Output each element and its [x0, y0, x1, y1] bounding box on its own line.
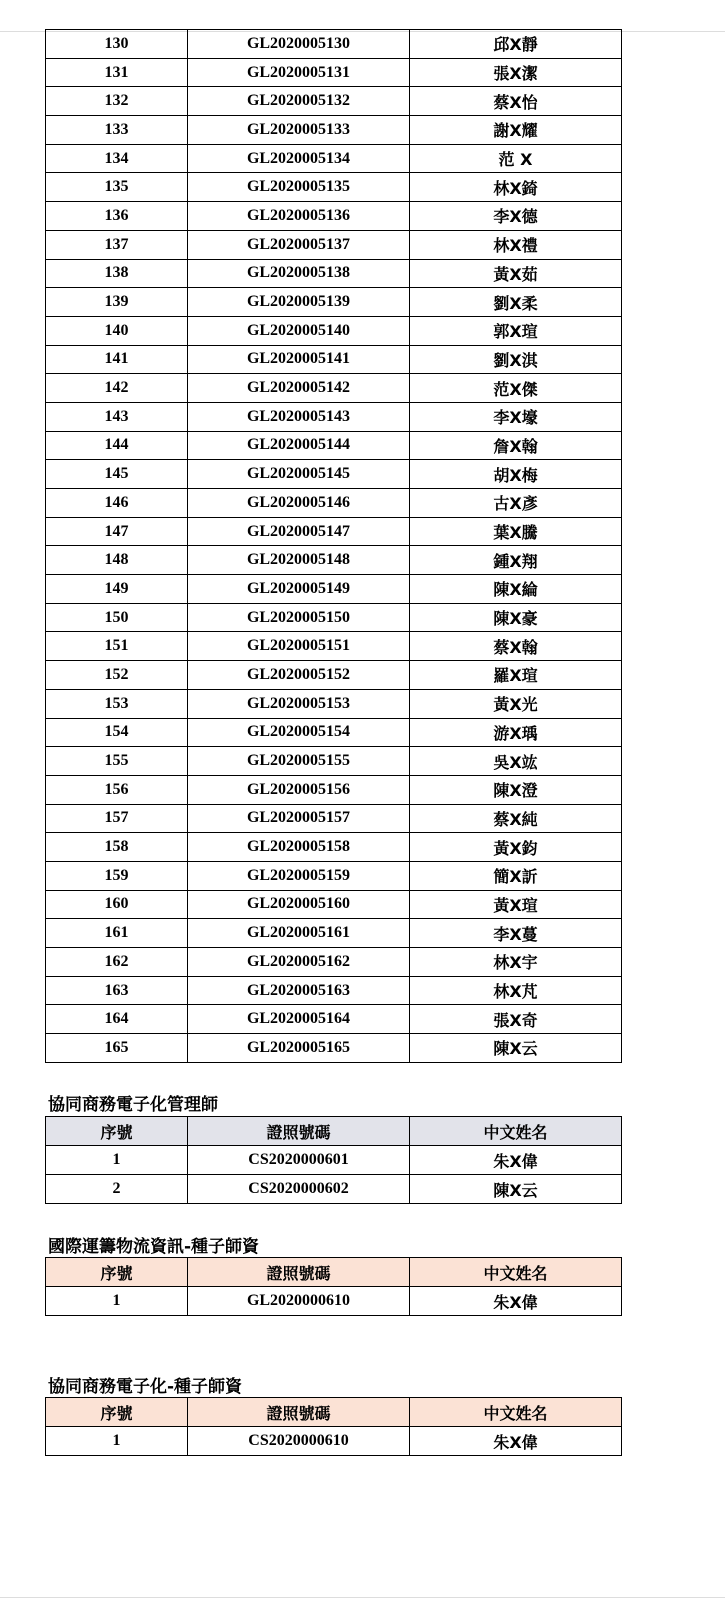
- chinese-name-cell: 葉X騰: [410, 517, 622, 546]
- table-header-row: [46, 1117, 622, 1146]
- serial-number-cell: 140: [46, 316, 188, 345]
- chinese-name-cell: 朱X偉: [410, 1287, 622, 1316]
- chinese-name-cell: 朱X偉: [410, 1427, 622, 1456]
- table-row: [46, 345, 622, 374]
- table-row: [46, 431, 622, 460]
- table-row: [46, 374, 622, 403]
- chinese-name-cell: 陳X澄: [410, 775, 622, 804]
- serial-number-cell: 154: [46, 718, 188, 747]
- table-row: [46, 460, 622, 489]
- table-row: [46, 661, 622, 690]
- chinese-name-cell: 黃X光: [410, 689, 622, 718]
- chinese-name-cell: 李X蔓: [410, 919, 622, 948]
- table-row: [46, 116, 622, 145]
- certificate-number-cell: GL2020005137: [188, 230, 410, 259]
- serial-number-cell: 142: [46, 374, 188, 403]
- chinese-name-cell: 林X禮: [410, 230, 622, 259]
- header-serial-number: 序號: [46, 1117, 188, 1146]
- certificate-number-cell: CS2020000610: [188, 1427, 410, 1456]
- table-row: [46, 718, 622, 747]
- serial-number-cell: 165: [46, 1034, 188, 1063]
- certificate-number-cell: GL2020005138: [188, 259, 410, 288]
- table-row: [46, 546, 622, 575]
- serial-number-cell: 145: [46, 460, 188, 489]
- table-row: [46, 948, 622, 977]
- certificate-number-cell: GL2020005151: [188, 632, 410, 661]
- serial-number-cell: 164: [46, 1005, 188, 1034]
- section-title-gl-seed-teacher: 國際運籌物流資訊-種子師資: [48, 1237, 260, 1257]
- chinese-name-cell: 李X壕: [410, 402, 622, 431]
- table-row: [46, 890, 622, 919]
- certificate-number-cell: GL2020005133: [188, 116, 410, 145]
- serial-number-cell: 136: [46, 202, 188, 231]
- certificate-number-cell: GL2020005158: [188, 833, 410, 862]
- certificate-list-table: [45, 29, 622, 1063]
- header-certificate-number: 證照號碼: [188, 1258, 410, 1287]
- chinese-name-cell: 陳X云: [410, 1175, 622, 1204]
- table-row: [46, 804, 622, 833]
- certificate-number-cell: GL2020005163: [188, 976, 410, 1005]
- serial-number-cell: 147: [46, 517, 188, 546]
- chinese-name-cell: 林X芃: [410, 976, 622, 1005]
- chinese-name-cell: 陳X云: [410, 1034, 622, 1063]
- chinese-name-cell: 謝X耀: [410, 116, 622, 145]
- table-row: [46, 1034, 622, 1063]
- certificate-number-cell: GL2020005140: [188, 316, 410, 345]
- certificate-number-cell: GL2020005156: [188, 775, 410, 804]
- table-row: [46, 489, 622, 518]
- serial-number-cell: 149: [46, 575, 188, 604]
- serial-number-cell: 144: [46, 431, 188, 460]
- chinese-name-cell: 羅X瑄: [410, 661, 622, 690]
- certificate-number-cell: GL2020005132: [188, 87, 410, 116]
- serial-number-cell: 153: [46, 689, 188, 718]
- header-serial-number: 序號: [46, 1258, 188, 1287]
- certificate-number-cell: GL2020005157: [188, 804, 410, 833]
- table-row: [46, 259, 622, 288]
- serial-number-cell: 135: [46, 173, 188, 202]
- certificate-number-cell: GL2020005134: [188, 144, 410, 173]
- table-row: [46, 1175, 622, 1204]
- chinese-name-cell: 林X錡: [410, 173, 622, 202]
- header-chinese-name: 中文姓名: [410, 1258, 622, 1287]
- table-row: [46, 230, 622, 259]
- certificate-number-cell: GL2020005154: [188, 718, 410, 747]
- serial-number-cell: 155: [46, 747, 188, 776]
- table-row: [46, 603, 622, 632]
- table-row: [46, 1427, 622, 1456]
- certificate-number-cell: GL2020005139: [188, 288, 410, 317]
- table-row: [46, 288, 622, 317]
- certificate-number-cell: GL2020005142: [188, 374, 410, 403]
- table-row: [46, 30, 622, 59]
- chinese-name-cell: 朱X偉: [410, 1146, 622, 1175]
- serial-number-cell: 161: [46, 919, 188, 948]
- certificate-number-cell: GL2020005135: [188, 173, 410, 202]
- chinese-name-cell: 李X德: [410, 202, 622, 231]
- table-row: [46, 144, 622, 173]
- table-row: [46, 173, 622, 202]
- serial-number-cell: 151: [46, 632, 188, 661]
- serial-number-cell: 146: [46, 489, 188, 518]
- chinese-name-cell: 吳X竑: [410, 747, 622, 776]
- certificate-number-cell: GL2020005131: [188, 58, 410, 87]
- serial-number-cell: 2: [46, 1175, 188, 1204]
- certificate-number-cell: GL2020000610: [188, 1287, 410, 1316]
- certificate-number-cell: GL2020005160: [188, 890, 410, 919]
- table-row: [46, 517, 622, 546]
- certificate-number-cell: GL2020005165: [188, 1034, 410, 1063]
- certificate-number-cell: GL2020005145: [188, 460, 410, 489]
- chinese-name-cell: 蔡X翰: [410, 632, 622, 661]
- header-certificate-number: 證照號碼: [188, 1117, 410, 1146]
- table-row: [46, 87, 622, 116]
- section-title-cs-seed-teacher: 協同商務電子化-種子師資: [48, 1377, 243, 1397]
- chinese-name-cell: 劉X淇: [410, 345, 622, 374]
- certificate-number-cell: GL2020005136: [188, 202, 410, 231]
- table-row: [46, 747, 622, 776]
- table-row: [46, 1287, 622, 1316]
- serial-number-cell: 139: [46, 288, 188, 317]
- page-bottom-divider: [0, 1597, 725, 1598]
- certificate-number-cell: GL2020005141: [188, 345, 410, 374]
- table-row: [46, 1146, 622, 1175]
- chinese-name-cell: 張X潔: [410, 58, 622, 87]
- certificate-number-cell: GL2020005143: [188, 402, 410, 431]
- serial-number-cell: 143: [46, 402, 188, 431]
- chinese-name-cell: 黃X瑄: [410, 890, 622, 919]
- certificate-number-cell: GL2020005155: [188, 747, 410, 776]
- table-row: [46, 58, 622, 87]
- section-title-cs-manager: 協同商務電子化管理師: [48, 1095, 218, 1115]
- chinese-name-cell: 胡X梅: [410, 460, 622, 489]
- chinese-name-cell: 黃X茹: [410, 259, 622, 288]
- chinese-name-cell: 范 X: [410, 144, 622, 173]
- chinese-name-cell: 陳X豪: [410, 603, 622, 632]
- table-row: [46, 316, 622, 345]
- chinese-name-cell: 鍾X翔: [410, 546, 622, 575]
- serial-number-cell: 158: [46, 833, 188, 862]
- serial-number-cell: 1: [46, 1146, 188, 1175]
- chinese-name-cell: 張X奇: [410, 1005, 622, 1034]
- serial-number-cell: 137: [46, 230, 188, 259]
- certificate-number-cell: GL2020005130: [188, 30, 410, 59]
- certificate-number-cell: GL2020005148: [188, 546, 410, 575]
- chinese-name-cell: 陳X綸: [410, 575, 622, 604]
- chinese-name-cell: 蔡X純: [410, 804, 622, 833]
- certificate-list-body: [46, 30, 622, 1063]
- header-chinese-name: 中文姓名: [410, 1398, 622, 1427]
- serial-number-cell: 133: [46, 116, 188, 145]
- serial-number-cell: 1: [46, 1287, 188, 1316]
- chinese-name-cell: 林X宇: [410, 948, 622, 977]
- serial-number-cell: 163: [46, 976, 188, 1005]
- chinese-name-cell: 黃X鈞: [410, 833, 622, 862]
- serial-number-cell: 134: [46, 144, 188, 173]
- table-row: [46, 775, 622, 804]
- chinese-name-cell: 游X瑀: [410, 718, 622, 747]
- certificate-number-cell: GL2020005150: [188, 603, 410, 632]
- certificate-number-cell: GL2020005164: [188, 1005, 410, 1034]
- header-chinese-name: 中文姓名: [410, 1117, 622, 1146]
- header-serial-number: 序號: [46, 1398, 188, 1427]
- certificate-number-cell: CS2020000601: [188, 1146, 410, 1175]
- table-header-row: [46, 1258, 622, 1287]
- serial-number-cell: 132: [46, 87, 188, 116]
- serial-number-cell: 131: [46, 58, 188, 87]
- chinese-name-cell: 范X傑: [410, 374, 622, 403]
- table-row: [46, 1005, 622, 1034]
- certificate-number-cell: GL2020005152: [188, 661, 410, 690]
- serial-number-cell: 148: [46, 546, 188, 575]
- certificate-number-cell: GL2020005153: [188, 689, 410, 718]
- chinese-name-cell: 郭X瑄: [410, 316, 622, 345]
- chinese-name-cell: 劉X柔: [410, 288, 622, 317]
- table-row: [46, 919, 622, 948]
- section-table-gl-seed-teacher: [45, 1257, 622, 1316]
- serial-number-cell: 160: [46, 890, 188, 919]
- serial-number-cell: 159: [46, 861, 188, 890]
- certificate-number-cell: GL2020005144: [188, 431, 410, 460]
- section-table-cs-seed-teacher: [45, 1397, 622, 1456]
- table-row: [46, 575, 622, 604]
- serial-number-cell: 138: [46, 259, 188, 288]
- table-row: [46, 402, 622, 431]
- certificate-number-cell: CS2020000602: [188, 1175, 410, 1204]
- certificate-number-cell: GL2020005146: [188, 489, 410, 518]
- certificate-number-cell: GL2020005149: [188, 575, 410, 604]
- header-certificate-number: 證照號碼: [188, 1398, 410, 1427]
- certificate-number-cell: GL2020005161: [188, 919, 410, 948]
- serial-number-cell: 150: [46, 603, 188, 632]
- chinese-name-cell: 古X彥: [410, 489, 622, 518]
- serial-number-cell: 157: [46, 804, 188, 833]
- table-row: [46, 976, 622, 1005]
- serial-number-cell: 141: [46, 345, 188, 374]
- chinese-name-cell: 簡X訢: [410, 861, 622, 890]
- certificate-number-cell: GL2020005159: [188, 861, 410, 890]
- serial-number-cell: 156: [46, 775, 188, 804]
- chinese-name-cell: 邱X靜: [410, 30, 622, 59]
- serial-number-cell: 1: [46, 1427, 188, 1456]
- table-header-row: [46, 1398, 622, 1427]
- table-row: [46, 689, 622, 718]
- section-table-cs-manager: [45, 1116, 622, 1204]
- serial-number-cell: 152: [46, 661, 188, 690]
- table-row: [46, 632, 622, 661]
- certificate-number-cell: GL2020005147: [188, 517, 410, 546]
- serial-number-cell: 162: [46, 948, 188, 977]
- table-row: [46, 861, 622, 890]
- chinese-name-cell: 蔡X怡: [410, 87, 622, 116]
- table-row: [46, 202, 622, 231]
- certificate-number-cell: GL2020005162: [188, 948, 410, 977]
- table-row: [46, 833, 622, 862]
- serial-number-cell: 130: [46, 30, 188, 59]
- chinese-name-cell: 詹X翰: [410, 431, 622, 460]
